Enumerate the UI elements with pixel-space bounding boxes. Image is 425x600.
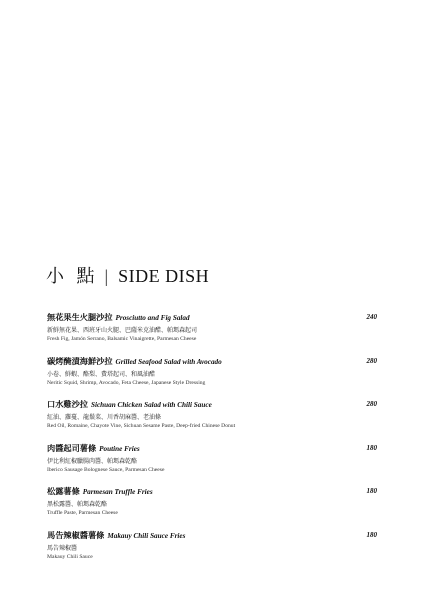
item-name-en: Grilled Seafood Salad with Avocado bbox=[115, 357, 222, 366]
item-name-en: Poutine Fries bbox=[99, 444, 140, 453]
item-description-en: Red Oil, Romaine, Chayote Vine, Sichuan Sesame Paste, Deep-fried Chinese Donut bbox=[47, 423, 236, 429]
item-price: 180 bbox=[366, 443, 377, 452]
menu-item bbox=[47, 399, 377, 443]
section-title bbox=[46, 262, 209, 288]
menu-item bbox=[47, 356, 377, 400]
item-description-zh: 新鮮無花果、西班牙山火腿、巴薩米克油醋、帕瑪森起司 bbox=[47, 327, 198, 334]
item-name-en: Makauy Chili Sauce Fries bbox=[107, 531, 186, 540]
section-title-en: SIDE DISH bbox=[118, 266, 210, 286]
item-description-en: Fresh Fig, Jamón Serrano, Balsamic Vinaigrette, Parmesan Cheese bbox=[47, 336, 197, 342]
item-price: 180 bbox=[366, 530, 377, 539]
item-description-zh: 黑松露醬、帕瑪森乾酪 bbox=[47, 501, 108, 508]
item-description-zh: 紅油、蘿蔓、龍鬚菜、川香胡麻醬、老油條 bbox=[47, 414, 162, 421]
item-name-zh: 碳烤醃漬海鮮沙拉 bbox=[47, 355, 113, 366]
item-heading bbox=[47, 530, 377, 541]
item-description-zh: 馬告辣椒醬 bbox=[47, 544, 78, 552]
item-description-en: Iberico Sausage Bolognese Sauce, Parmesan Cheese bbox=[47, 466, 165, 473]
item-name-en: Prosciutto and Fig Salad bbox=[115, 314, 190, 322]
item-name-zh: 肉醬起司薯條 bbox=[47, 442, 97, 453]
section-title-zh: 小 點 bbox=[46, 266, 99, 286]
item-price: 280 bbox=[366, 400, 377, 408]
item-description-en: Truffle Paste, Parmesan Cheese bbox=[47, 510, 118, 516]
item-heading bbox=[47, 443, 377, 454]
item-name-zh: 松露薯條 bbox=[47, 486, 80, 496]
item-heading bbox=[47, 399, 377, 410]
item-description-en: Makauy Chili Sauce bbox=[47, 553, 93, 560]
item-price: 280 bbox=[366, 356, 377, 365]
item-name-en: Parmesan Truffle Fries bbox=[82, 488, 153, 496]
menu-item bbox=[47, 443, 377, 487]
item-description-en: Neritic Squid, Shrimp, Avocado, Feta Cheese, Japanese Style Dressing bbox=[47, 379, 206, 386]
item-description-zh: 小卷、鮮蝦、酪梨、費塔起司、和風油醋 bbox=[47, 370, 156, 378]
item-price: 240 bbox=[366, 313, 377, 321]
item-name-zh: 口水雞沙拉 bbox=[47, 399, 88, 409]
menu-list bbox=[47, 312, 377, 573]
menu-item bbox=[47, 486, 377, 530]
title-separator: | bbox=[104, 266, 110, 286]
item-heading bbox=[47, 486, 377, 497]
menu-item bbox=[47, 530, 377, 574]
item-heading bbox=[47, 312, 377, 323]
item-name-zh: 馬告辣椒醬薯條 bbox=[47, 529, 105, 540]
item-description-zh: 伊比利紅椒臘腸肉醬、帕瑪森乾酪 bbox=[47, 457, 138, 465]
item-price: 180 bbox=[366, 487, 377, 495]
item-heading bbox=[47, 356, 377, 367]
menu-item bbox=[47, 312, 377, 356]
item-name-en: Sichuan Chicken Salad with Chili Sauce bbox=[90, 401, 212, 409]
item-name-zh: 無花果生火腿沙拉 bbox=[47, 312, 113, 322]
